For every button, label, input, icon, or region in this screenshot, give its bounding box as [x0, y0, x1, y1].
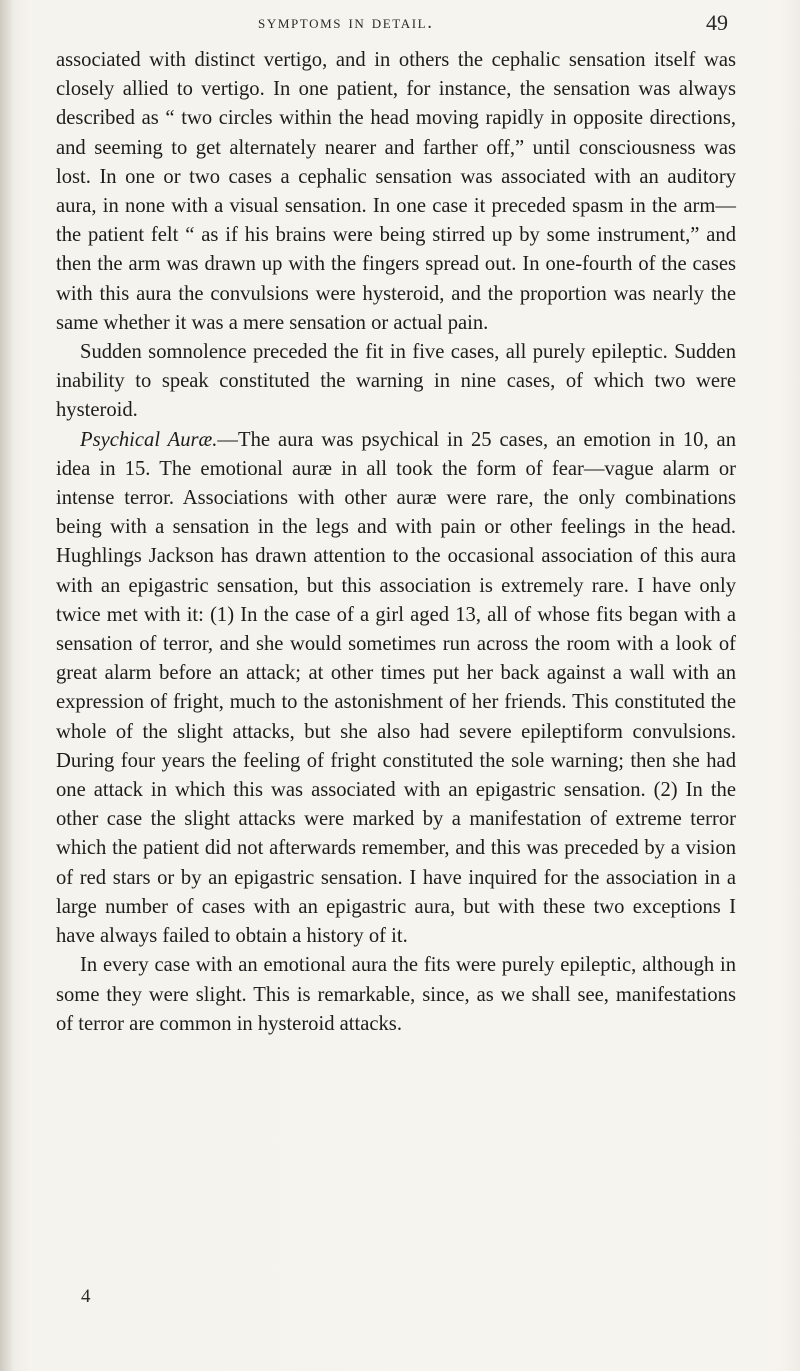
paragraph-text: —The aura was psychical in 25 cases, an emotion in 10, an idea in 15. The emotional auræ in all took the form of fear—vague alarm or intense terror. Associations with other auræ were rare, the only combinations being with a sensation in the legs and with pain or other feelings in the head. Hughlings Jackson has drawn attention to the occasional association of this aura with an epigastric sensation, but this association is extremely rare. I have only twice met with it: (1) In the case of a girl aged 13, all of whose fits began with a sensation of terror, and she would sometimes run across the room with a look of great alarm before an attack; at other times put her back against a wall with an expression of fright, much to the astonishment of her friends. This constituted the whole of the slight attacks, but she also had severe epileptiform convulsions. During four years the feeling of fright constituted the sole warning; then she had one attack in which this was associated with an epigastric sensation. (2) In the other case the slight attacks were marked by a manifestation of extreme terror which the patient did not afterwards remember, and this was preceded by a vision of red stars or by an epigastric sensation. I have inquired for the association in a large number of cases with an epigastric aura, but with these two exceptions I have always failed to obtain a history of it. [56, 428, 736, 948]
signature-mark: 4 [81, 1286, 91, 1307]
running-head [258, 10, 728, 40]
paragraph [56, 951, 736, 1039]
section-heading: Psychical Auræ. [80, 428, 218, 451]
paragraph-text: Sudden somnolence preceded the fit in five cases, all purely epileptic. Sudden inability to speak constituted the warning in nine cases, of which two were hysteroid. [56, 341, 736, 422]
paragraph [56, 46, 736, 338]
body-text [56, 46, 736, 1039]
paragraph-text: associated with distinct vertigo, and in others the cephalic sensation itself was closely allied to vertigo. In one patient, for instance, the sensation was always described as “ two circles within the head moving rapidly in opposite directions, and seeming to get alternately nearer and farther off,” until consciousness was lost. In one or two cases a cephalic sensation was associated with an auditory aura, in none with a visual sensation. In one case it preceded spasm in the arm—the patient felt “ as if his brains were being stirred up by some instrument,” and then the arm was drawn up with the fingers spread out. In one-fourth of the cases with this aura the convulsions were hysteroid, and the proportion was nearly the same whether it was a mere sensation or actual pain. [56, 49, 736, 334]
paragraph [56, 426, 736, 952]
paragraph [56, 338, 736, 426]
page-gutter-shadow [0, 0, 14, 1371]
running-title: symptoms in detail. [258, 12, 434, 33]
page-number: 49 [706, 10, 728, 35]
paragraph-text: In every case with an emotional aura the fits were purely epileptic, although in some they were slight. This is remarkable, since, as we shall see, manifestations of terror are common in hysteroid attacks. [56, 954, 736, 1035]
